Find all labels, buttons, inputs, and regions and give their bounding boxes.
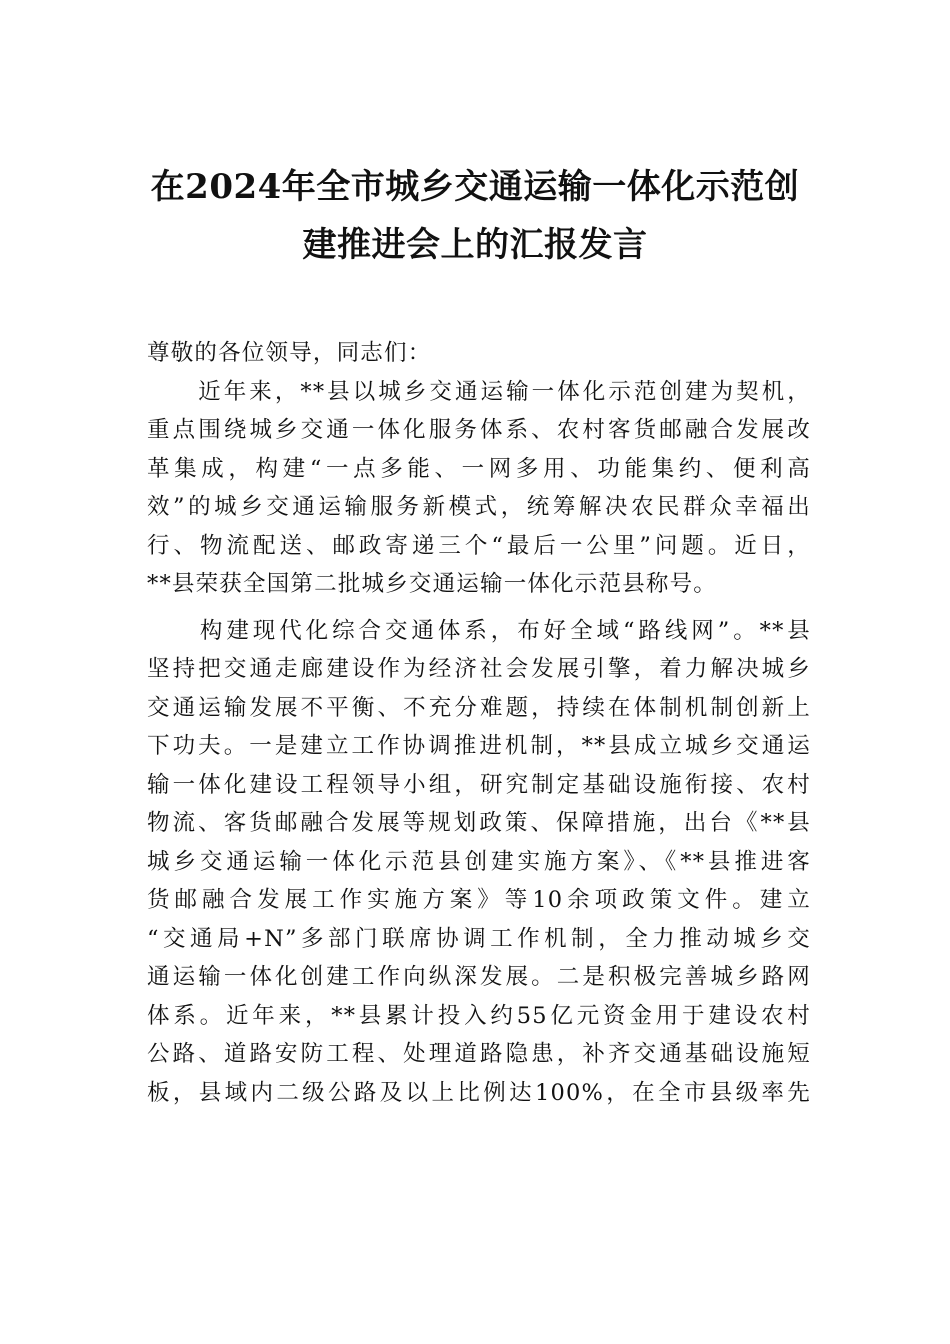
paragraph-gap <box>147 604 811 612</box>
paragraph-line: 坚持把交通走廊建设作为经济社会发展引擎，着力解决城乡 <box>147 656 811 682</box>
paragraph-line: 通运输一体化创建工作向纵深发展。二是积极完善城乡路网 <box>147 964 811 990</box>
paragraph-line: 行、物流配送、邮政寄递三个“最后一公里”问题。近日， <box>147 532 811 559</box>
salutation: 尊敬的各位领导，同志们： <box>147 340 432 366</box>
paragraph-line: 革集成，构建“一点多能、一网多用、功能集约、便利高 <box>147 455 811 482</box>
paragraph-line: 体系。近年来，**县累计投入约55亿元资金用于建设农村 <box>147 1002 811 1029</box>
paragraph-line: 构建现代化综合交通体系，布好全域“路线网”。**县 <box>147 617 811 644</box>
paragraph-1 <box>147 373 811 604</box>
paragraph-line: 效”的城乡交通运输服务新模式，统筹解决农民群众幸福出 <box>147 494 811 520</box>
document-body <box>147 334 811 1112</box>
paragraph-line: 交通运输发展不平衡、不充分难题，持续在体制机制创新上 <box>147 694 811 721</box>
title-line-2: 建推进会上的汇报发言 <box>302 225 648 265</box>
paragraph-line: 城乡交通运输一体化示范县创建实施方案》、《**县推进客 <box>147 848 811 875</box>
paragraph-line: **县荣获全国第二批城乡交通运输一体化示范县称号。 <box>147 571 718 597</box>
paragraph-2 <box>147 612 811 1113</box>
paragraph-line: 公路、道路安防工程、处理道路隐患，补齐交通基础设施短 <box>147 1041 811 1067</box>
paragraph-line: 物流、客货邮融合发展等规划政策、保障措施，出台《**县 <box>147 810 811 836</box>
paragraph-line: 近年来，**县以城乡交通运输一体化示范创建为契机， <box>147 378 811 405</box>
paragraph-line: 板，县域内二级公路及以上比例达100%，在全市县级率先 <box>147 1079 811 1106</box>
paragraph-line: 重点围绕城乡交通一体化服务体系、农村客货邮融合发展改 <box>147 417 811 443</box>
paragraph-line: 下功夫。一是建立工作协调推进机制，**县成立城乡交通运 <box>147 733 811 759</box>
paragraph-line: “交通局+N”多部门联席协调工作机制，全力推动城乡交 <box>147 925 811 952</box>
paragraph-line: 输一体化建设工程领导小组，研究制定基础设施衔接、农村 <box>147 771 811 798</box>
title-line-1: 在2024年全市城乡交通运输一体化示范创 <box>150 167 800 207</box>
document-title <box>130 158 820 274</box>
paragraph-line: 货邮融合发展工作实施方案》等10余项政策文件。建立 <box>147 887 811 913</box>
